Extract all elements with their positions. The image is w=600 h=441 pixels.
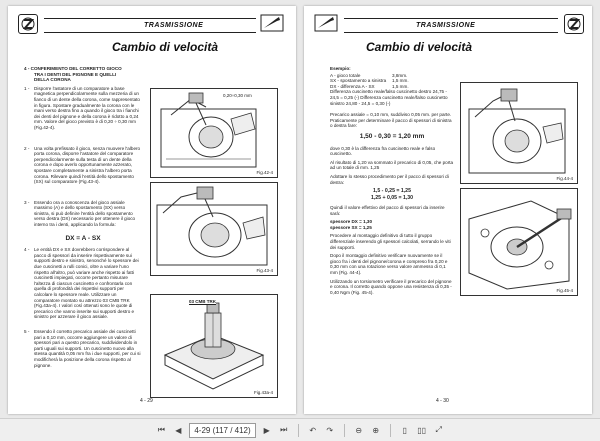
toolbar-divider bbox=[390, 424, 391, 437]
next-page-icon[interactable]: ▶ bbox=[263, 425, 270, 435]
step-1: 1 - Disporre l'astatore di un comparatore a base magnetica perpendicolarmente sulla mezzeria di un fianco di un dente della corona, come rappresentato in figura. Spostare gradualmente la corona con le mani verso destra fino a quando il gioco tra i fianchi dei denti del pignone e della corona è ridotto a 0,24 mm. Valore del gioco previsto è di 0,20 ÷ 0,30 mm (Fig.42-4). bbox=[24, 85, 140, 130]
spec-row-sx: SX - spostamento a sinistra 1,5 mm. bbox=[330, 78, 409, 84]
formula-sx: 1,50 - 0,30 = 1,20 mm bbox=[359, 132, 425, 140]
figure-43a-4-tag: 03 CMB TRK bbox=[189, 299, 217, 304]
brand-logo bbox=[18, 14, 38, 34]
brand-logo bbox=[564, 14, 584, 34]
example-label: Esempio: bbox=[330, 66, 351, 71]
page-left bbox=[8, 6, 296, 414]
page-number-left: 4 - 29 bbox=[140, 398, 153, 404]
page-header bbox=[344, 18, 558, 33]
viewer-toolbar bbox=[0, 418, 600, 441]
paragraph-destra: Adottare lo stesso procedimento per il pacco di spessori di destra: bbox=[330, 173, 449, 185]
zoom-in-icon[interactable]: ⊕ bbox=[372, 425, 380, 435]
two-page-icon[interactable]: ▯▯ bbox=[417, 425, 427, 435]
paragraph-precarico: Precarico assiale = 0,10 mm, suddiviso 0,05 mm. per parte. Praticamente per determinare il pacco di spessori di sinistra o destra fare: bbox=[330, 112, 452, 129]
fit-icon[interactable]: ⤢ bbox=[435, 425, 442, 434]
toolbar-divider bbox=[298, 424, 299, 437]
paragraph-verifica: Dopo il montaggio definitivo verificare nuovamente se il gioco fra i denti del pignone/corona e compreso fra 0,20 e 0,30 mm con una rotazione verso valore ammesso di 0,1 mm (Fig. 44-4). bbox=[330, 253, 448, 276]
wrench-icon bbox=[260, 14, 284, 32]
right-text-column bbox=[330, 66, 454, 298]
page-title: Cambio di velocità bbox=[366, 40, 473, 54]
spec-row-a: A - gioco totale 3,8mm. bbox=[330, 72, 408, 78]
left-text-column bbox=[24, 66, 142, 371]
result-sx: spessore SX = 1,25 bbox=[330, 224, 372, 230]
heading-line-3: DELLA CORONA bbox=[34, 77, 71, 83]
page-title: Cambio di velocità bbox=[112, 40, 219, 54]
wrench-icon bbox=[314, 14, 338, 32]
first-page-icon[interactable]: ⏮ bbox=[157, 425, 165, 434]
figure-42-4-tag: 0,20÷0,30 mm bbox=[223, 93, 252, 98]
forward-icon[interactable]: ↷ bbox=[326, 425, 334, 435]
page-header bbox=[44, 18, 256, 33]
toolbar-divider bbox=[344, 424, 345, 437]
figure-43a-4-caption: Fig.43a-4 bbox=[253, 390, 273, 395]
prev-page-icon[interactable]: ◀ bbox=[175, 425, 182, 435]
figure-45-4-caption: Fig.45-4 bbox=[556, 288, 573, 293]
spec-text: Differenza cuscinetto reale/falso cuscinetto destro 24,75 - 24,5 = 0,25 (-) Differenza cuscinetto reale/falso cuscinetto sinistro 24,80 - 24,5 = 0,30 (-) bbox=[330, 89, 448, 106]
formula-dx-line-2: 1,25 + 0,05 = 1,30 bbox=[370, 195, 414, 202]
zoom-out-icon[interactable]: ⊖ bbox=[355, 425, 363, 435]
figure-43-4-caption: Fig.43-4 bbox=[256, 268, 273, 273]
figure-44-4-caption: Fig.44-4 bbox=[556, 176, 573, 181]
paragraph-torsiometro: Utilizzando un torsiometro verificare il precarico del pignone e corona. Il corretto quando oppone una resistenza di 0,35 - 0,40 Ngm (Fig. 45-4). bbox=[330, 278, 452, 295]
back-icon[interactable]: ↶ bbox=[309, 425, 317, 435]
result-dx: spessore DX = 1,30 bbox=[330, 219, 373, 225]
step-4: 4 - Le entità DX e SX dovrebbero corrispondere al pacco di spessori da inserire rispettivamente sui supporti destro e sinistro, senonché lo spessore dei due cuscinetti a rulli conici, oltre a variare l'uno rispetto all'altro, può variare anche rispetto ai fatti cuscinetti impiegati, occorre pertanto misurare l'altezza di ciascun cuscinetto e confrontarla con quella di profondità dei rispettivi supporti per calcolare lo spessore reale. Utilizzare un comparatore montato su attrezzo 03 CMB TRK (Fig.43a-4). I valori così ottenuti sono le quote di precarico che vanno inserite sui supporti destro e sinistro per azzerare il gioco assiale. bbox=[24, 247, 139, 320]
figure-45-4 bbox=[460, 188, 578, 296]
figure-42-4 bbox=[150, 88, 278, 178]
heading-line-1: 4 - CONFERIMENTO DEL CORRETTO GIOCO bbox=[24, 66, 122, 71]
step-3: 3 - Essendo ora a conoscenza del gioco assiale massimo (A) e dello spostamento (SX) verso sinistra, si può definire l'entità dello spostamento verso destra (DX) necessario per ottenere il gioco interno tra i denti, applicando la formula: bbox=[24, 199, 136, 228]
step-5: 5 - Essendo il corretto precarico assiale dei cuscinetti pari a 0,10 mm, occorre aggiungere un valore di spessori pari a questo precarico, suddividendolo in parti uguali sui supporti. Un cuscinetto nuovo alla stessa quantità 0,05 mm fra i due supporti, per cui si modificherà la posizione della corona rispetto al pignone. bbox=[24, 328, 141, 368]
step-2: 2 - Una volta prefissato il gioco, senza muovere l'albero porta corona, disporre l'astatore del comparatore perpendicolarmente sulla testa di un dente della corona e dopo averlo opportunamente azzerato, spostare completamente a sinistra l'albero porta corona. Rilevare quindi l'entità dello spostamento (SX) sul comparatore (Fig.43-4). bbox=[24, 145, 141, 185]
formula-dx: DX = A - SX bbox=[65, 234, 101, 242]
paragraph-risultato: Al risultato di 1,20 va sommato il precarico di 0,05, che porta ad un totale di mm. 1,25 bbox=[330, 159, 454, 171]
section-title: TRASMISSIONE bbox=[416, 22, 476, 29]
page-right bbox=[304, 6, 592, 414]
formula-dx-block bbox=[330, 188, 454, 202]
figure-43a-4 bbox=[150, 294, 278, 398]
paragraph-montaggio: Procedere al montaggio definitivo di tutto il gruppo differenziale inserendo gli spessori calcolati, serrando le viti dei supporti. bbox=[330, 233, 451, 250]
last-page-icon[interactable]: ⏭ bbox=[280, 425, 288, 434]
figure-44-4 bbox=[460, 82, 578, 184]
paragraph-differenza: dove 0,30 è la differenza fra cuscinetto reale e falso cuscinetto. bbox=[330, 145, 436, 157]
paragraph-effettivo: Quindi il valore effettivo del pacco di spessori da inserire sarà: bbox=[330, 205, 445, 216]
single-page-icon[interactable]: ▯ bbox=[402, 425, 407, 435]
page-number-field[interactable]: 4-29 (117 / 412) bbox=[189, 423, 255, 438]
heading-line-2: TRA I DENTI DEL PIGNONE E QUELLI bbox=[34, 71, 117, 77]
page-number-right: 4 - 30 bbox=[436, 398, 449, 404]
figure-43-4 bbox=[150, 182, 278, 276]
section-title: TRASMISSIONE bbox=[144, 22, 204, 29]
figure-42-4-caption: Fig.42-4 bbox=[256, 170, 273, 175]
spec-row-dx: DX - differenza A - SX 1,5 mm. bbox=[330, 83, 409, 89]
formula-dx-line-1: 1,5 - 0,25 = 1,25 bbox=[373, 188, 411, 195]
